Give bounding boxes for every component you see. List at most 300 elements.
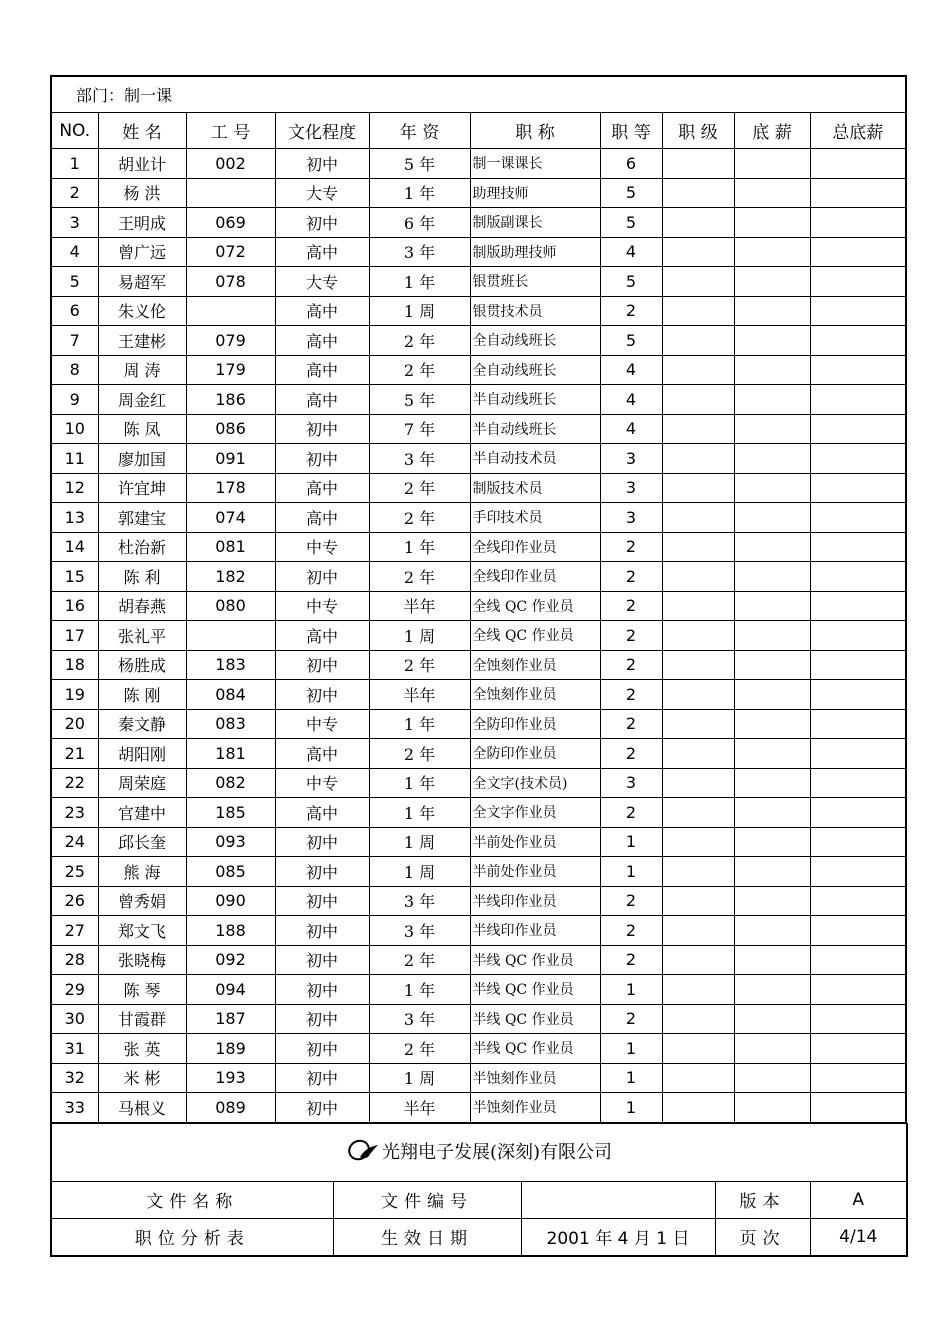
cell-years: 3 年: [369, 237, 470, 267]
cell-name: 胡春燕: [98, 591, 186, 621]
table-row: [51, 1004, 906, 1034]
cell-rank: [662, 827, 734, 857]
cell-id: 086: [186, 414, 275, 444]
cell-grade: 4: [600, 355, 662, 385]
cell-name: 王建彬: [98, 326, 186, 356]
cell-edu: 初中: [275, 414, 369, 444]
cell-title: 半蚀刻作业员: [470, 1093, 600, 1123]
table-row: [51, 562, 906, 592]
cell-total-base-salary: [810, 886, 906, 916]
table-row: [51, 237, 906, 267]
cell-name: 陈 刚: [98, 680, 186, 710]
cell-base-salary: [734, 945, 810, 975]
footer-table: [50, 1123, 908, 1257]
cell-edu: 大专: [275, 267, 369, 297]
table-row: [51, 739, 906, 769]
cell-years: 2 年: [369, 945, 470, 975]
cell-base-salary: [734, 1034, 810, 1064]
cell-rank: [662, 768, 734, 798]
cell-no: 33: [51, 1093, 98, 1123]
cell-total-base-salary: [810, 798, 906, 828]
cell-grade: 1: [600, 857, 662, 887]
cell-edu: 大专: [275, 178, 369, 208]
cell-title: 全自动线班长: [470, 355, 600, 385]
cell-no: 26: [51, 886, 98, 916]
cell-base-salary: [734, 444, 810, 474]
cell-total-base-salary: [810, 621, 906, 651]
cell-base-salary: [734, 798, 810, 828]
cell-years: 1 周: [369, 827, 470, 857]
column-header: 底 薪: [734, 113, 810, 149]
cell-id: 178: [186, 473, 275, 503]
version-label: 版本: [715, 1181, 810, 1218]
cell-total-base-salary: [810, 975, 906, 1005]
cell-grade: 2: [600, 591, 662, 621]
cell-years: 2 年: [369, 650, 470, 680]
cell-grade: 1: [600, 1034, 662, 1064]
cell-name: 官建中: [98, 798, 186, 828]
cell-years: 2 年: [369, 562, 470, 592]
cell-total-base-salary: [810, 768, 906, 798]
cell-total-base-salary: [810, 178, 906, 208]
cell-no: 2: [51, 178, 98, 208]
cell-no: 25: [51, 857, 98, 887]
cell-total-base-salary: [810, 1063, 906, 1093]
cell-no: 31: [51, 1034, 98, 1064]
cell-base-salary: [734, 1093, 810, 1123]
cell-years: 半年: [369, 591, 470, 621]
cell-title: 半自动技术员: [470, 444, 600, 474]
cell-grade: 2: [600, 709, 662, 739]
cell-title: 助理技师: [470, 178, 600, 208]
cell-name: 杨胜成: [98, 650, 186, 680]
cell-name: 杜治新: [98, 532, 186, 562]
cell-total-base-salary: [810, 1034, 906, 1064]
cell-no: 14: [51, 532, 98, 562]
cell-id: 084: [186, 680, 275, 710]
cell-grade: 5: [600, 267, 662, 297]
cell-id: 185: [186, 798, 275, 828]
cell-edu: 高中: [275, 798, 369, 828]
version-value: A: [810, 1181, 907, 1218]
cell-title: 全蚀刻作业员: [470, 680, 600, 710]
cell-edu: 初中: [275, 562, 369, 592]
cell-no: 23: [51, 798, 98, 828]
cell-no: 27: [51, 916, 98, 946]
cell-name: 易超军: [98, 267, 186, 297]
cell-edu: 初中: [275, 945, 369, 975]
cell-grade: 1: [600, 827, 662, 857]
cell-id: 089: [186, 1093, 275, 1123]
cell-id: 079: [186, 326, 275, 356]
cell-rank: [662, 1034, 734, 1064]
cell-no: 21: [51, 739, 98, 769]
cell-rank: [662, 414, 734, 444]
cell-years: 6 年: [369, 208, 470, 238]
table-row: [51, 296, 906, 326]
cell-grade: 2: [600, 916, 662, 946]
cell-total-base-salary: [810, 208, 906, 238]
cell-title: 半线印作业员: [470, 886, 600, 916]
cell-years: 3 年: [369, 886, 470, 916]
cell-title: 制版助理技师: [470, 237, 600, 267]
cell-name: 郭建宝: [98, 503, 186, 533]
cell-base-salary: [734, 237, 810, 267]
cell-name: 胡业计: [98, 149, 186, 179]
staff-table: [50, 75, 907, 1123]
cell-base-salary: [734, 709, 810, 739]
cell-edu: 高中: [275, 621, 369, 651]
cell-rank: [662, 621, 734, 651]
cell-edu: 初中: [275, 916, 369, 946]
cell-base-salary: [734, 355, 810, 385]
cell-title: 半线 QC 作业员: [470, 1004, 600, 1034]
cell-total-base-salary: [810, 591, 906, 621]
cell-grade: 2: [600, 562, 662, 592]
cell-edu: 高中: [275, 503, 369, 533]
cell-no: 15: [51, 562, 98, 592]
cell-years: 1 周: [369, 296, 470, 326]
cell-years: 1 年: [369, 768, 470, 798]
cell-title: 制版技术员: [470, 473, 600, 503]
cell-id: 092: [186, 945, 275, 975]
cell-id: 074: [186, 503, 275, 533]
cell-grade: 1: [600, 975, 662, 1005]
table-row: [51, 916, 906, 946]
cell-base-salary: [734, 591, 810, 621]
cell-edu: 高中: [275, 355, 369, 385]
cell-total-base-salary: [810, 149, 906, 179]
cell-no: 13: [51, 503, 98, 533]
cell-edu: 初中: [275, 1093, 369, 1123]
cell-title: 半前处作业员: [470, 857, 600, 887]
cell-total-base-salary: [810, 473, 906, 503]
cell-years: 7 年: [369, 414, 470, 444]
column-header: 职 称: [470, 113, 600, 149]
cell-title: 手印技术员: [470, 503, 600, 533]
cell-rank: [662, 532, 734, 562]
cell-name: 曾秀娟: [98, 886, 186, 916]
cell-name: 曾广远: [98, 237, 186, 267]
cell-title: 全防印作业员: [470, 739, 600, 769]
cell-rank: [662, 503, 734, 533]
table-row: [51, 208, 906, 238]
cell-edu: 中专: [275, 591, 369, 621]
cell-base-salary: [734, 296, 810, 326]
cell-grade: 2: [600, 1004, 662, 1034]
cell-id: 091: [186, 444, 275, 474]
cell-base-salary: [734, 680, 810, 710]
cell-name: 胡阳刚: [98, 739, 186, 769]
cell-rank: [662, 444, 734, 474]
table-row: [51, 591, 906, 621]
cell-base-salary: [734, 326, 810, 356]
cell-base-salary: [734, 149, 810, 179]
cell-total-base-salary: [810, 709, 906, 739]
cell-years: 半年: [369, 680, 470, 710]
cell-rank: [662, 591, 734, 621]
cell-edu: 初中: [275, 975, 369, 1005]
cell-rank: [662, 680, 734, 710]
table-row: [51, 1093, 906, 1123]
cell-total-base-salary: [810, 296, 906, 326]
cell-years: 1 年: [369, 975, 470, 1005]
table-row: [51, 444, 906, 474]
cell-title: 全蚀刻作业员: [470, 650, 600, 680]
cell-grade: 3: [600, 444, 662, 474]
table-row: [51, 886, 906, 916]
cell-total-base-salary: [810, 326, 906, 356]
table-row: [51, 178, 906, 208]
cell-title: 半自动线班长: [470, 414, 600, 444]
cell-no: 6: [51, 296, 98, 326]
cell-rank: [662, 562, 734, 592]
cell-total-base-salary: [810, 680, 906, 710]
cell-title: 全线 QC 作业员: [470, 591, 600, 621]
cell-title: 全自动线班长: [470, 326, 600, 356]
table-row: [51, 650, 906, 680]
cell-rank: [662, 267, 734, 297]
cell-name: 王明成: [98, 208, 186, 238]
cell-edu: 初中: [275, 827, 369, 857]
cell-name: 陈 利: [98, 562, 186, 592]
cell-title: 全线印作业员: [470, 532, 600, 562]
cell-rank: [662, 1063, 734, 1093]
cell-no: 18: [51, 650, 98, 680]
cell-years: 1 年: [369, 178, 470, 208]
cell-base-salary: [734, 827, 810, 857]
cell-years: 2 年: [369, 503, 470, 533]
cell-grade: 2: [600, 945, 662, 975]
cell-no: 28: [51, 945, 98, 975]
table-row: [51, 532, 906, 562]
cell-grade: 6: [600, 149, 662, 179]
cell-id: 183: [186, 650, 275, 680]
table-row: [51, 768, 906, 798]
cell-no: 24: [51, 827, 98, 857]
cell-edu: 初中: [275, 857, 369, 887]
cell-total-base-salary: [810, 650, 906, 680]
cell-base-salary: [734, 503, 810, 533]
cell-grade: 1: [600, 1063, 662, 1093]
cell-grade: 1: [600, 1093, 662, 1123]
cell-title: 半线 QC 作业员: [470, 945, 600, 975]
column-header: NO.: [51, 113, 98, 149]
cell-no: 20: [51, 709, 98, 739]
cell-rank: [662, 326, 734, 356]
cell-id: 081: [186, 532, 275, 562]
cell-rank: [662, 798, 734, 828]
cell-grade: 5: [600, 178, 662, 208]
cell-edu: 初中: [275, 1034, 369, 1064]
cell-base-salary: [734, 739, 810, 769]
cell-total-base-salary: [810, 237, 906, 267]
table-row: [51, 709, 906, 739]
cell-base-salary: [734, 1004, 810, 1034]
cell-base-salary: [734, 532, 810, 562]
cell-name: 张礼平: [98, 621, 186, 651]
cell-rank: [662, 709, 734, 739]
cell-base-salary: [734, 650, 810, 680]
cell-no: 30: [51, 1004, 98, 1034]
cell-no: 1: [51, 149, 98, 179]
cell-years: 2 年: [369, 326, 470, 356]
cell-name: 熊 海: [98, 857, 186, 887]
cell-rank: [662, 149, 734, 179]
cell-no: 19: [51, 680, 98, 710]
cell-id: 186: [186, 385, 275, 415]
cell-edu: 高中: [275, 296, 369, 326]
cell-name: 张 英: [98, 1034, 186, 1064]
table-row: [51, 1063, 906, 1093]
table-row: [51, 326, 906, 356]
cell-years: 1 年: [369, 709, 470, 739]
cell-years: 5 年: [369, 149, 470, 179]
cell-rank: [662, 385, 734, 415]
cell-years: 1 周: [369, 1063, 470, 1093]
cell-no: 29: [51, 975, 98, 1005]
cell-edu: 高中: [275, 326, 369, 356]
cell-base-salary: [734, 886, 810, 916]
cell-edu: 初中: [275, 208, 369, 238]
column-header: 职 级: [662, 113, 734, 149]
cell-id: 193: [186, 1063, 275, 1093]
cell-no: 17: [51, 621, 98, 651]
cell-id: [186, 621, 275, 651]
table-row: [51, 267, 906, 297]
cell-grade: 2: [600, 532, 662, 562]
cell-rank: [662, 739, 734, 769]
cell-grade: 2: [600, 650, 662, 680]
cell-name: 秦文静: [98, 709, 186, 739]
cell-rank: [662, 857, 734, 887]
cell-name: 米 彬: [98, 1063, 186, 1093]
table-row: [51, 827, 906, 857]
cell-name: 杨 洪: [98, 178, 186, 208]
cell-id: 082: [186, 768, 275, 798]
cell-id: 179: [186, 355, 275, 385]
cell-base-salary: [734, 178, 810, 208]
cell-no: 7: [51, 326, 98, 356]
cell-edu: 初中: [275, 149, 369, 179]
cell-years: 2 年: [369, 739, 470, 769]
cell-years: 2 年: [369, 473, 470, 503]
cell-years: 3 年: [369, 916, 470, 946]
cell-id: 080: [186, 591, 275, 621]
cell-total-base-salary: [810, 739, 906, 769]
cell-base-salary: [734, 385, 810, 415]
cell-base-salary: [734, 768, 810, 798]
cell-name: 马根义: [98, 1093, 186, 1123]
table-row: [51, 355, 906, 385]
cell-id: 002: [186, 149, 275, 179]
cell-id: [186, 296, 275, 326]
cell-grade: 2: [600, 739, 662, 769]
cell-years: 1 年: [369, 267, 470, 297]
cell-name: 周 涛: [98, 355, 186, 385]
cell-rank: [662, 178, 734, 208]
cell-rank: [662, 355, 734, 385]
cell-total-base-salary: [810, 503, 906, 533]
cell-id: 083: [186, 709, 275, 739]
cell-years: 1 周: [369, 621, 470, 651]
column-header: 职 等: [600, 113, 662, 149]
cell-grade: 4: [600, 385, 662, 415]
cell-id: 078: [186, 267, 275, 297]
cell-years: 1 周: [369, 857, 470, 887]
table-row: [51, 680, 906, 710]
cell-name: 周金红: [98, 385, 186, 415]
effective-date-value: 2001 年 4 月 1 日: [521, 1218, 715, 1256]
effective-date-label: 生效日期: [333, 1218, 521, 1256]
table-row: [51, 149, 906, 179]
cell-id: 069: [186, 208, 275, 238]
cell-grade: 2: [600, 680, 662, 710]
cell-rank: [662, 237, 734, 267]
cell-title: 银贯班长: [470, 267, 600, 297]
cell-grade: 4: [600, 237, 662, 267]
cell-id: 094: [186, 975, 275, 1005]
cell-title: 全文字作业员: [470, 798, 600, 828]
column-header: 姓 名: [98, 113, 186, 149]
cell-years: 2 年: [369, 355, 470, 385]
cell-id: 090: [186, 886, 275, 916]
cell-grade: 2: [600, 621, 662, 651]
cell-grade: 3: [600, 473, 662, 503]
table-row: [51, 414, 906, 444]
position-analysis-form: [50, 75, 906, 1257]
cell-base-salary: [734, 621, 810, 651]
cell-id: 181: [186, 739, 275, 769]
cell-rank: [662, 473, 734, 503]
cell-name: 邱长奎: [98, 827, 186, 857]
cell-id: [186, 178, 275, 208]
cell-title: 半线印作业员: [470, 916, 600, 946]
cell-name: 甘霞群: [98, 1004, 186, 1034]
cell-id: 187: [186, 1004, 275, 1034]
cell-edu: 高中: [275, 739, 369, 769]
cell-total-base-salary: [810, 444, 906, 474]
doc-name-label: 文件名称: [51, 1181, 333, 1218]
cell-id: 093: [186, 827, 275, 857]
cell-id: 085: [186, 857, 275, 887]
cell-no: 16: [51, 591, 98, 621]
column-header: 年 资: [369, 113, 470, 149]
cell-total-base-salary: [810, 1093, 906, 1123]
column-header: 工 号: [186, 113, 275, 149]
cell-name: 陈 凤: [98, 414, 186, 444]
cell-title: 制版副课长: [470, 208, 600, 238]
cell-title: 银贯技术员: [470, 296, 600, 326]
cell-title: 全线 QC 作业员: [470, 621, 600, 651]
cell-edu: 初中: [275, 1063, 369, 1093]
company-name: 光翔电子发展(深刻)有限公司: [381, 1141, 613, 1163]
cell-total-base-salary: [810, 945, 906, 975]
cell-title: 全文字(技术员): [470, 768, 600, 798]
cell-base-salary: [734, 916, 810, 946]
cell-edu: 高中: [275, 385, 369, 415]
cell-name: 许宜坤: [98, 473, 186, 503]
department-label: 部门：制一课: [51, 76, 906, 113]
cell-years: 半年: [369, 1093, 470, 1123]
cell-total-base-salary: [810, 916, 906, 946]
table-row: [51, 945, 906, 975]
cell-years: 5 年: [369, 385, 470, 415]
cell-no: 4: [51, 237, 98, 267]
cell-id: 072: [186, 237, 275, 267]
cell-rank: [662, 1004, 734, 1034]
cell-grade: 2: [600, 296, 662, 326]
